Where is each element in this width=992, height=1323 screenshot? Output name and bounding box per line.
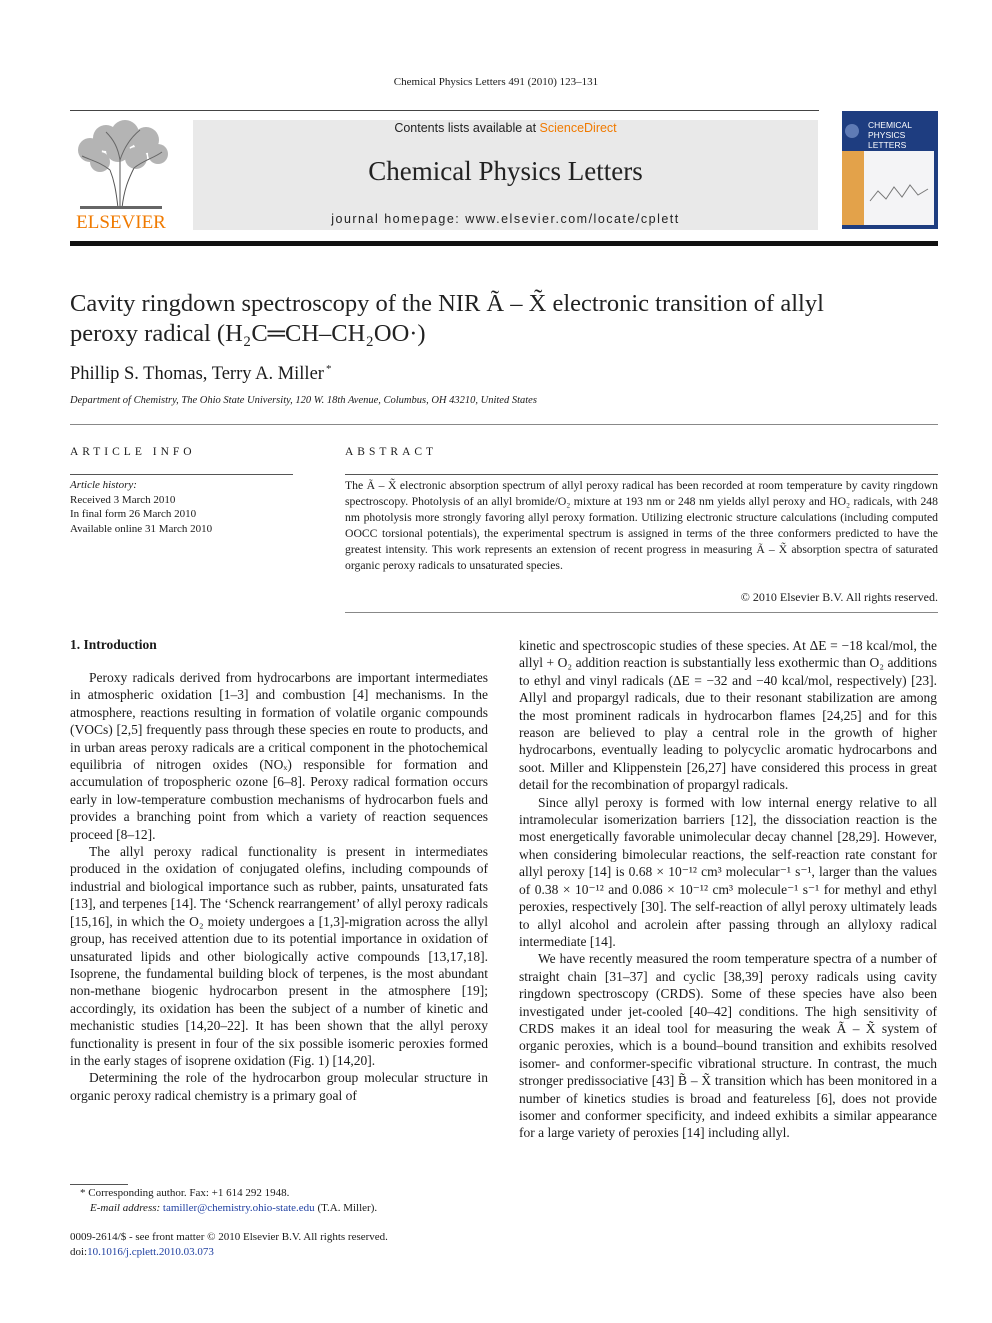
body-column-right	[519, 637, 937, 1142]
paragraph: kinetic and spectroscopic studies of these species. At ΔE = −18 kcal/mol, the allyl + O₂ addition reaction is substantially less exothermic than O₂ additions to ethyl and vinyl radicals (ΔE = −32 and −40 kcal/mol, respectively) [23]. Allyl and propargyl radicals, due to their resonant stabilization are among the most prominent radicals in hydrocarbon flames [24,25] and for this reason are believed to play a central role in the growth of higher hydrocarbons, eventually leading to polycyclic aromatic hydrocarbons and soot. Miller and Klippenstein [26,27] have considered this process in great detail for the recombination of propargyl radicals.	[519, 638, 937, 793]
authors: Phillip S. Thomas, Terry A. Miller	[70, 364, 324, 385]
paragraph: Since allyl peroxy is formed with low internal energy relative to all intramolecular isomerization barriers [12], the dissociation reaction is the most energetically favorable unimolecular decay channel [28,29]. However, when considering bimolecular reactions, the self-reaction rate constant for allyl peroxy [14] is 0.68 × 10⁻¹² cm³ molecular⁻¹ s⁻¹, larger than the values of 0.38 × 10⁻¹² and 0.086 × 10⁻¹² cm³ molecule⁻¹ s⁻¹ for methyl and ethyl peroxies, respectively [30]. The self-reaction of allyl peroxy ultimately leads to allyl alcohol and acrolein after passing through an allyloxy radical intermediate [14].	[519, 794, 937, 949]
affiliation: Department of Chemistry, The Ohio State University, 120 W. 18th Avenue, Columbus, OH 43210, United States	[70, 395, 537, 406]
header-rule	[70, 110, 819, 111]
abstract-rule	[345, 474, 938, 475]
revised-date: In final form 26 March 2010	[70, 508, 197, 520]
front-matter	[70, 1230, 388, 1259]
sciencedirect-link[interactable]: ScienceDirect	[539, 121, 617, 135]
abstract-heading: ABSTRACT	[345, 446, 438, 458]
abstract-text: The Ã – X̃ electronic absorption spectrum of allyl peroxy radical has been recorded at room temperature by cavity ringdown spectroscopy. Photolysis of an allyl bromide/O₂ mixture at 193 nm or 248 nm yields allyl peroxy and HO₂ radicals, with 248 nm photolysis more strongly favoring allyl peroxy formation. Utilizing electronic structure calculations (including computed OOCC torsional potentials), the experimental spectrum is assigned in terms of the three conformers predicted to have the greatest intensity. This work represents an extension of recent progress in measuring Ã – X̃ absorption spectra of saturated organic peroxy radicals to unsaturated species.	[345, 479, 938, 572]
journal-cover[interactable]	[842, 111, 938, 229]
elsevier-wordmark: ELSEVIER	[76, 212, 166, 232]
contents-line	[193, 121, 818, 135]
corresponding-mark[interactable]: *	[325, 363, 332, 375]
journal-title: Chemical Physics Letters	[368, 156, 643, 186]
cover-line-3: LETTERS	[868, 140, 907, 150]
issn-line: 0009-2614/$ - see front matter © 2010 Elsevier B.V. All rights reserved.	[70, 1231, 388, 1243]
title-line-1: Cavity ringdown spectroscopy of the NIR Ã – X̃ electronic transition of allyl	[70, 290, 824, 317]
doi-link[interactable]: 10.1016/j.cplett.2010.03.073	[87, 1245, 214, 1258]
paragraph: Peroxy radicals derived from hydrocarbons are important intermediates in atmospheric oxidation [1–3] and combustion [4] mechanisms. In the atmosphere, reactions resulting in formation of volatile organic compounds (VOCs) [2,5] frequently pass through these species en route to products, and in urban areas peroxy radicals are a critical component in the photochemical equilibria of nitrogen oxides (NOₓ) responsible for formation and accumulation of tropospheric ozone [6–8]. Peroxy radical formation occurs early in low-temperature combustion mechanisms of hydrocarbon fuels and provides a branching point from which a variety of reaction sequences proceed [8–12].	[70, 670, 488, 842]
article-info-rule	[70, 474, 293, 475]
email-link[interactable]: tamiller@chemistry.ohio-state.edu	[162, 1201, 315, 1214]
section-title: 1. Introduction	[70, 637, 157, 652]
cover-line-2: PHYSICS	[868, 130, 906, 140]
section-rule	[70, 424, 938, 425]
journal-homepage[interactable]: journal homepage: www.elsevier.com/locate/cplett	[331, 212, 680, 226]
author-list	[70, 363, 331, 385]
abstract-copyright: © 2010 Elsevier B.V. All rights reserved.	[740, 590, 938, 604]
journal-banner	[193, 120, 818, 230]
paragraph: The allyl peroxy radical functionality is present in intermediates produced in the oxidation of conjugated olefins, including compounds of industrial and biological importance such as rubber, paints, unsaturated fats [13], and terpenes [14]. The ‘Schenck rearrangement’ of allyl peroxy radicals [15,16], in which the O₂ moiety undergoes a [1,3]-migration across the allyl group, has received attention due to its potential importance in oxidation of unsaturated lipids and other biologically active compounds [13,17,18]. Isoprene, the fundamental building block of terpenes, is the most abundant non-methane biogenic hydrocarbon present in the atmosphere [19]; accordingly, its oxidation has been the subject of a number of kinetic and mechanistic studies [14,20–22]. It has been shown that the allyl peroxy functionality is present in four of the six possible isomeric peroxies formed in the early stages of isoprene oxidation (Fig. 1) [14,20].	[70, 844, 488, 1068]
footnote-rule	[70, 1184, 128, 1185]
header-thick-rule	[70, 241, 938, 246]
article-info-heading: ARTICLE INFO	[70, 446, 196, 458]
online-date: Available online 31 March 2010	[70, 522, 213, 535]
article-history	[70, 478, 212, 536]
title-line-2: peroxy radical (H₂C═CH–CH₂OO·)	[70, 320, 426, 347]
paragraph: We have recently measured the room temperature spectra of a number of straight chain [31–37] and cyclic [38,39] peroxy radicals using cavity ringdown spectroscopy (CRDS). Some of these species have also been investigated under jet-cooled [40–42] conditions. The high sensitivity of CRDS makes it an ideal tool for measuring the weak Ã – X̃ system of organic peroxies, which is a bound–bound transition and exhibits resolved isomer- and conformer-specific vibrational structure. In contrast, the much stronger predissociative [43] B̃ – X̃ transition which has been monitored in a number of kinetics studies is broad and featureless [6], does not provide isomer and conformer specificity, and indeed exhibits a similar appearance for a large variety of peroxies [14] including allyl.	[519, 951, 937, 1141]
journal-cover-image	[842, 111, 938, 229]
corresponding-author-note: * Corresponding author. Fax: +1 614 292 1948.	[80, 1187, 290, 1199]
doi-label: doi:	[70, 1245, 88, 1258]
abstract-bottom-rule	[345, 612, 938, 613]
elsevier-tree-icon	[70, 120, 172, 232]
elsevier-logo[interactable]	[70, 120, 172, 232]
email-label: E-mail address:	[90, 1201, 163, 1214]
body-column-left	[70, 669, 488, 1104]
cover-line-1: CHEMICAL	[868, 120, 912, 130]
contents-prefix: Contents lists available at	[394, 121, 540, 135]
received-date: Received 3 March 2010	[70, 493, 176, 506]
footnote	[70, 1186, 490, 1215]
history-label: Article history:	[70, 479, 137, 491]
journal-citation: Chemical Physics Letters 491 (2010) 123–131	[393, 76, 599, 88]
email-suffix: (T.A. Miller).	[314, 1201, 378, 1214]
paragraph: Determining the role of the hydrocarbon group molecular structure in organic peroxy radical chemistry is a primary goal of	[70, 1070, 488, 1103]
article-title	[70, 289, 930, 349]
